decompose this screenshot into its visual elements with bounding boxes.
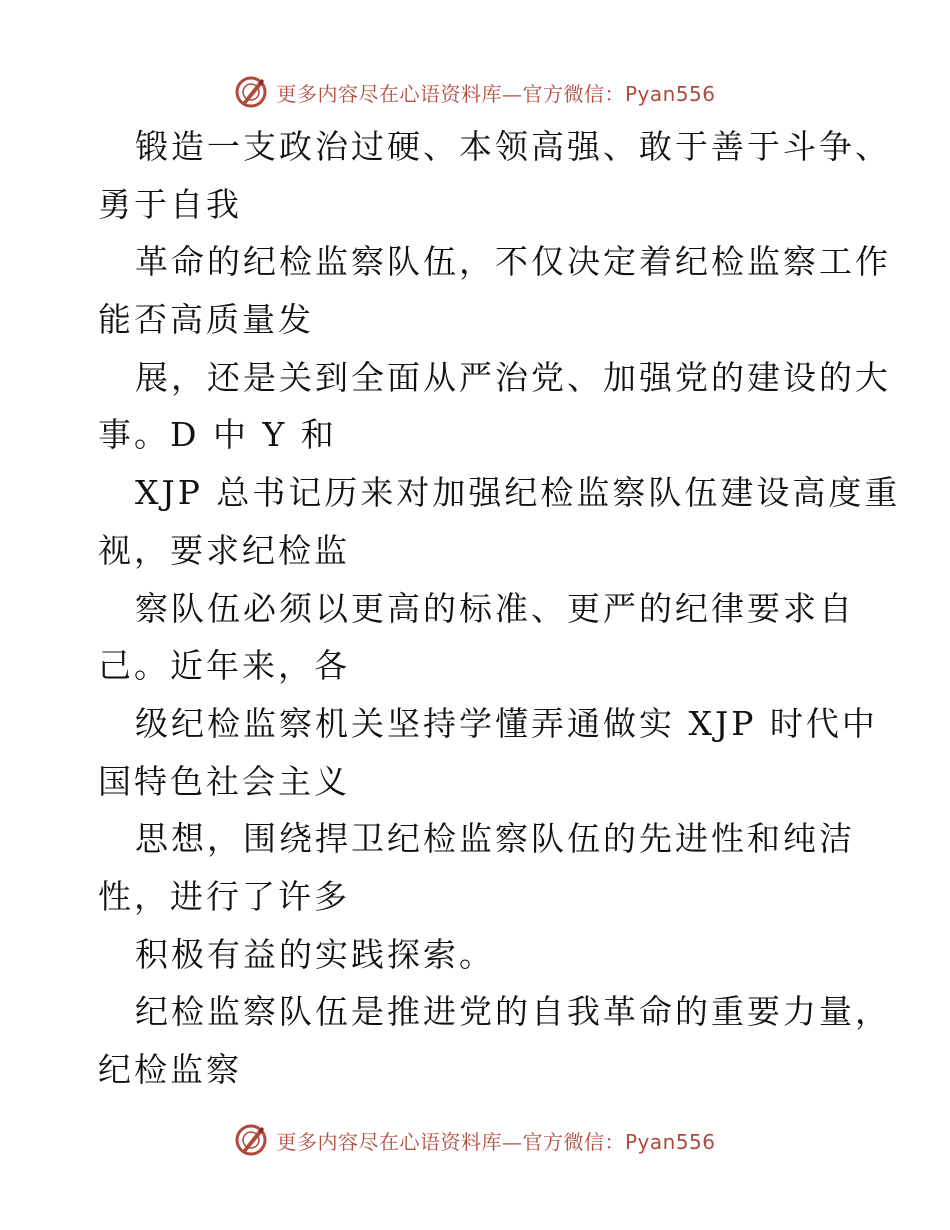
document-body [98,118,901,1099]
text-line: 纪检监察队伍是推进党的自我革命的重要力量， [135,992,891,1032]
text-line: 积极有益的实践探索。 [135,934,495,974]
footer-banner-text: 更多内容尽在心语资料库—官方微信：Pyan556 [276,1129,716,1154]
text-line: 勇于自我 [98,184,242,224]
text-line: 国特色社会主义 [98,761,350,801]
text-line: 察队伍必须以更高的标准、更严的纪律要求自 [135,588,855,628]
text-line: 事。D 中 Y 和 [98,415,337,455]
text-line: 级纪检监察机关坚持学懂弄通做实 XJP 时代中 [135,703,878,743]
text-line: 能否高质量发 [98,300,314,340]
pen-logo-icon [234,75,268,109]
text-line: XJP 总书记历来对加强纪检监察队伍建设高度重 [135,473,901,513]
text-line: 思想，围绕捍卫纪检监察队伍的先进性和纯洁 [135,819,855,859]
text-line: 性，进行了许多 [98,876,350,916]
footer-banner [0,1120,950,1160]
pen-logo-icon [234,1123,268,1157]
text-line: 展，还是关到全面从严治党、加强党的建设的大 [135,357,891,397]
text-line: 纪检监察 [98,1050,242,1089]
header-banner [0,72,950,112]
text-line: 己。近年来，各 [98,646,350,686]
text-line: 革命的纪检监察队伍，不仅决定着纪检监察工作 [135,242,891,282]
footer-wechat-id: Pyan556 [624,1129,716,1154]
header-banner-text: 更多内容尽在心语资料库—官方微信：Pyan556 [276,81,716,106]
text-line: 视，要求纪检监 [98,530,350,570]
header-wechat-id: Pyan556 [624,81,716,106]
text-line: 锻造一支政治过硬、本领高强、敢于善于斗争、 [135,127,891,166]
